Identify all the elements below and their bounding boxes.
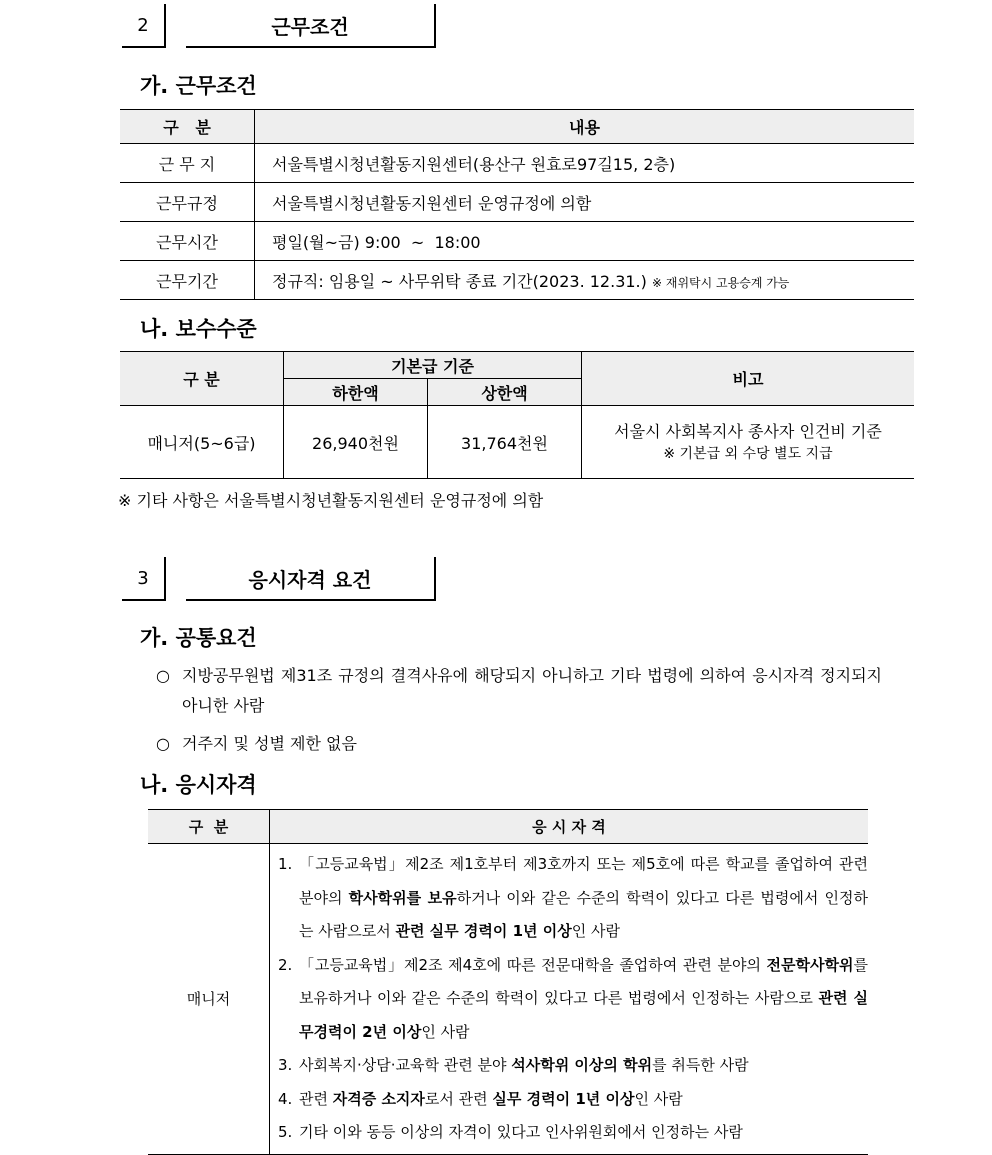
row-label: 근무기간 (120, 261, 255, 300)
emphasis: 전문학사학위 (766, 955, 854, 974)
item-number: 2. (278, 955, 293, 974)
subsection-title: 나. 보수수준 (140, 317, 257, 341)
list-item (278, 1083, 868, 1117)
text: 인 사람 (571, 922, 620, 940)
item-number: 1. (278, 855, 293, 873)
list-item (278, 1049, 868, 1083)
column-header: 비고 (582, 352, 915, 406)
text: 하거나 이와 같은 수준의 학력이 있다고 다른 법령에서 인정하는 사람으로서 (299, 888, 868, 940)
row-label: 근무시간 (120, 222, 255, 261)
text: 를 취득한 사람 (652, 1056, 749, 1074)
section-title: 근무조건 (186, 4, 436, 48)
bullet-icon: ○ (156, 734, 170, 753)
section-number: 3 (122, 557, 166, 601)
text: 를 보유하거나 이와 같은 수준의 학력이 있다고 다른 법령에서 인정하는 사람으로 (299, 955, 868, 1007)
section-title: 응시자격 요건 (186, 557, 436, 601)
text: 인 사람 (421, 1022, 470, 1041)
emphasis: 실무 경력이 1년 이상 (492, 1089, 635, 1108)
list-item (156, 729, 876, 759)
row-label: 근 무 지 (120, 144, 255, 183)
footnote: ※ 기타 사항은 서울특별시청년활동지원센터 운영규정에 의함 (118, 491, 544, 510)
row-value: 정규직: 임용일 ~ 사무위탁 종료 기간(2023. 12.31.) (272, 271, 647, 291)
row-value: 서울특별시청년활동지원센터(용산구 원효로97길15, 2층) (255, 144, 915, 183)
list-item (278, 1116, 868, 1150)
emphasis: 관련 실무 경력이 1년 이상 (395, 922, 572, 940)
table-row (120, 406, 914, 479)
column-header: 기본급 기준 (284, 352, 582, 379)
text: 인 사람 (634, 1089, 683, 1108)
cell-high: 31,764천원 (428, 406, 582, 479)
cell-category: 매니저(5~6급) (120, 406, 284, 479)
column-header: 구 분 (120, 110, 255, 144)
table-row (120, 144, 914, 183)
row-label: 매니저 (148, 844, 270, 1155)
salary-table (120, 351, 914, 479)
emphasis: 자격증 소지자 (332, 1089, 425, 1108)
column-header: 상한액 (428, 379, 582, 406)
table-row (148, 844, 868, 1155)
text: 사회복지·상담·교육학 관련 분야 (299, 1056, 512, 1074)
cell-remark: 서울시 사회복지사 종사자 인건비 기준 (614, 422, 882, 441)
cell-remark-note: ※ 기본급 외 수당 별도 지급 (663, 446, 833, 462)
bullet-icon: ○ (156, 666, 170, 685)
item-number: 3. (278, 1056, 293, 1074)
bullet-text: 거주지 및 성별 제한 없음 (182, 734, 357, 753)
column-header: 응 시 자 격 (270, 810, 869, 844)
emphasis: 관련 실무경력이 2년 이상 (299, 989, 868, 1041)
list-item (156, 661, 882, 725)
text: 기타 이와 동등 이상의 자격이 있다고 인사위원회에서 인정하는 사람 (299, 1123, 743, 1141)
list-item (278, 848, 868, 949)
subsection-title: 가. 근무조건 (140, 74, 257, 98)
column-header: 하한액 (284, 379, 428, 406)
subsection-title: 나. 응시자격 (140, 773, 257, 797)
qualification-table (148, 809, 868, 1155)
item-number: 4. (278, 1089, 293, 1108)
work-conditions-table (120, 109, 914, 300)
column-header: 내용 (255, 110, 915, 144)
list-item (278, 949, 868, 1050)
cell-low: 26,940천원 (284, 406, 428, 479)
table-row (120, 261, 914, 300)
row-value: 서울특별시청년활동지원센터 운영규정에 의함 (255, 183, 915, 222)
row-note: ※ 재위탁시 고용승계 가능 (651, 275, 790, 290)
column-header: 구 분 (148, 810, 270, 844)
column-header: 구 분 (120, 352, 284, 406)
text: 로서 관련 (424, 1089, 493, 1108)
text: 관련 (299, 1089, 333, 1108)
text: 「고등교육법」제2조 제4호에 따른 전문대학을 졸업하여 관련 분야의 (299, 955, 767, 974)
table-row (120, 222, 914, 261)
emphasis: 석사학위 이상의 학위 (511, 1056, 653, 1074)
table-row (120, 183, 914, 222)
row-label: 근무규정 (120, 183, 255, 222)
bullet-text: 지방공무원법 제31조 규정의 결격사유에 해당되지 아니하고 기타 법령에 의하여 응시자격 정지되지 아니한 사람 (182, 666, 882, 715)
item-number: 5. (278, 1123, 293, 1141)
row-value: 평일(월~금) 9:00 ~ 18:00 (255, 222, 915, 261)
subsection-title: 가. 공통요건 (140, 626, 257, 650)
text: 「고등교육법」제2조 제1호부터 제3호까지 또는 제5호에 따른 학교를 졸업하여 관련분야의 (299, 855, 868, 907)
section-number: 2 (122, 4, 166, 48)
emphasis: 학사학위를 보유 (348, 888, 457, 907)
